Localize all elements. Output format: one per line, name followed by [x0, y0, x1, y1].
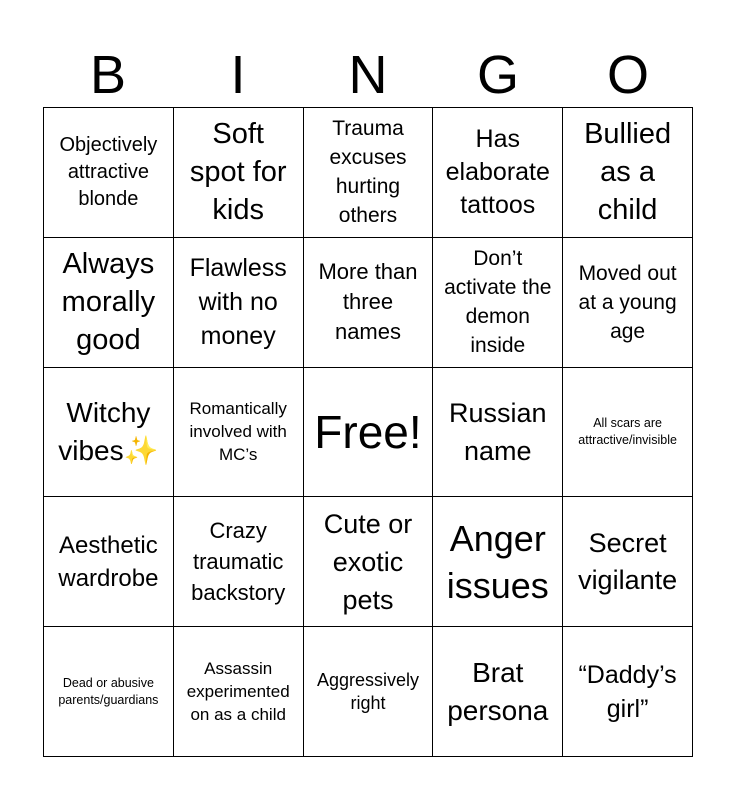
- cell-text: Crazy traumatic backstory: [191, 518, 286, 606]
- cell-text: Moved out at a young age: [578, 261, 677, 343]
- cell-text: Soft spot for kids: [189, 118, 287, 227]
- bingo-cell free-space[interactable]: [304, 368, 434, 498]
- bingo-cell[interactable]: [433, 497, 563, 627]
- cell-text: Secret vigilante: [578, 527, 678, 595]
- cell-text: Trauma excuses hurting others: [329, 117, 407, 228]
- cell-text: Aesthetic wardrobe: [58, 531, 159, 592]
- bingo-cell[interactable]: [433, 368, 563, 498]
- free-space-text: Free!: [314, 405, 422, 458]
- cell-text: Russian name: [449, 397, 547, 466]
- bingo-cell[interactable]: [44, 627, 174, 757]
- header-letter-b: B: [89, 45, 127, 105]
- bingo-cell[interactable]: [44, 497, 174, 627]
- cell-text: More than three names: [318, 259, 418, 345]
- bingo-cell[interactable]: [433, 627, 563, 757]
- bingo-cell[interactable]: [563, 627, 693, 757]
- bingo-cell[interactable]: [304, 108, 434, 238]
- bingo-cell[interactable]: [44, 108, 174, 238]
- header-letter-o: O: [606, 45, 649, 105]
- bingo-cell[interactable]: [304, 497, 434, 627]
- cell-text: All scars are attractive/invisible: [578, 415, 677, 447]
- bingo-cell[interactable]: [563, 238, 693, 368]
- cell-text: Objectively attractive blonde: [59, 133, 158, 210]
- bingo-cell[interactable]: [563, 368, 693, 498]
- cell-text: Aggressively right: [316, 669, 419, 713]
- bingo-cell[interactable]: [44, 238, 174, 368]
- cell-text: Cute or exotic pets: [323, 508, 413, 615]
- cell-text: “Daddy’s girl”: [578, 660, 677, 723]
- bingo-cell[interactable]: [174, 497, 304, 627]
- bingo-cell[interactable]: [174, 368, 304, 498]
- bingo-cell[interactable]: [174, 238, 304, 368]
- header-letter-g: G: [476, 45, 519, 105]
- bingo-grid: [43, 107, 693, 757]
- bingo-cell[interactable]: [433, 108, 563, 238]
- cell-text: Dead or abusive parents/guardians: [58, 675, 159, 707]
- cell-text: Bullied as a child: [584, 118, 672, 227]
- bingo-header: [43, 44, 693, 106]
- bingo-cell[interactable]: [44, 368, 174, 498]
- bingo-cell[interactable]: [563, 497, 693, 627]
- cell-text: Brat persona: [447, 656, 549, 726]
- cell-text: Has elaborate tattoos: [445, 124, 550, 219]
- bingo-cell[interactable]: [304, 627, 434, 757]
- cell-text: Assassin experimented on as a child: [186, 659, 290, 725]
- bingo-cell[interactable]: [433, 238, 563, 368]
- cell-text: Anger issues: [446, 517, 549, 606]
- cell-text: Witchy vibes✨: [58, 396, 159, 466]
- cell-text: Flawless with no money: [189, 254, 287, 351]
- header-letter-n: N: [348, 45, 388, 105]
- cell-text: Always morally good: [61, 248, 156, 357]
- bingo-cell[interactable]: [174, 627, 304, 757]
- bingo-cell[interactable]: [174, 108, 304, 238]
- bingo-cell[interactable]: [304, 238, 434, 368]
- cell-text: Romantically involved with MC’s: [189, 399, 287, 465]
- header-letter-i: I: [230, 45, 246, 105]
- bingo-cell[interactable]: [563, 108, 693, 238]
- cell-text: Don’t activate the demon inside: [444, 247, 552, 358]
